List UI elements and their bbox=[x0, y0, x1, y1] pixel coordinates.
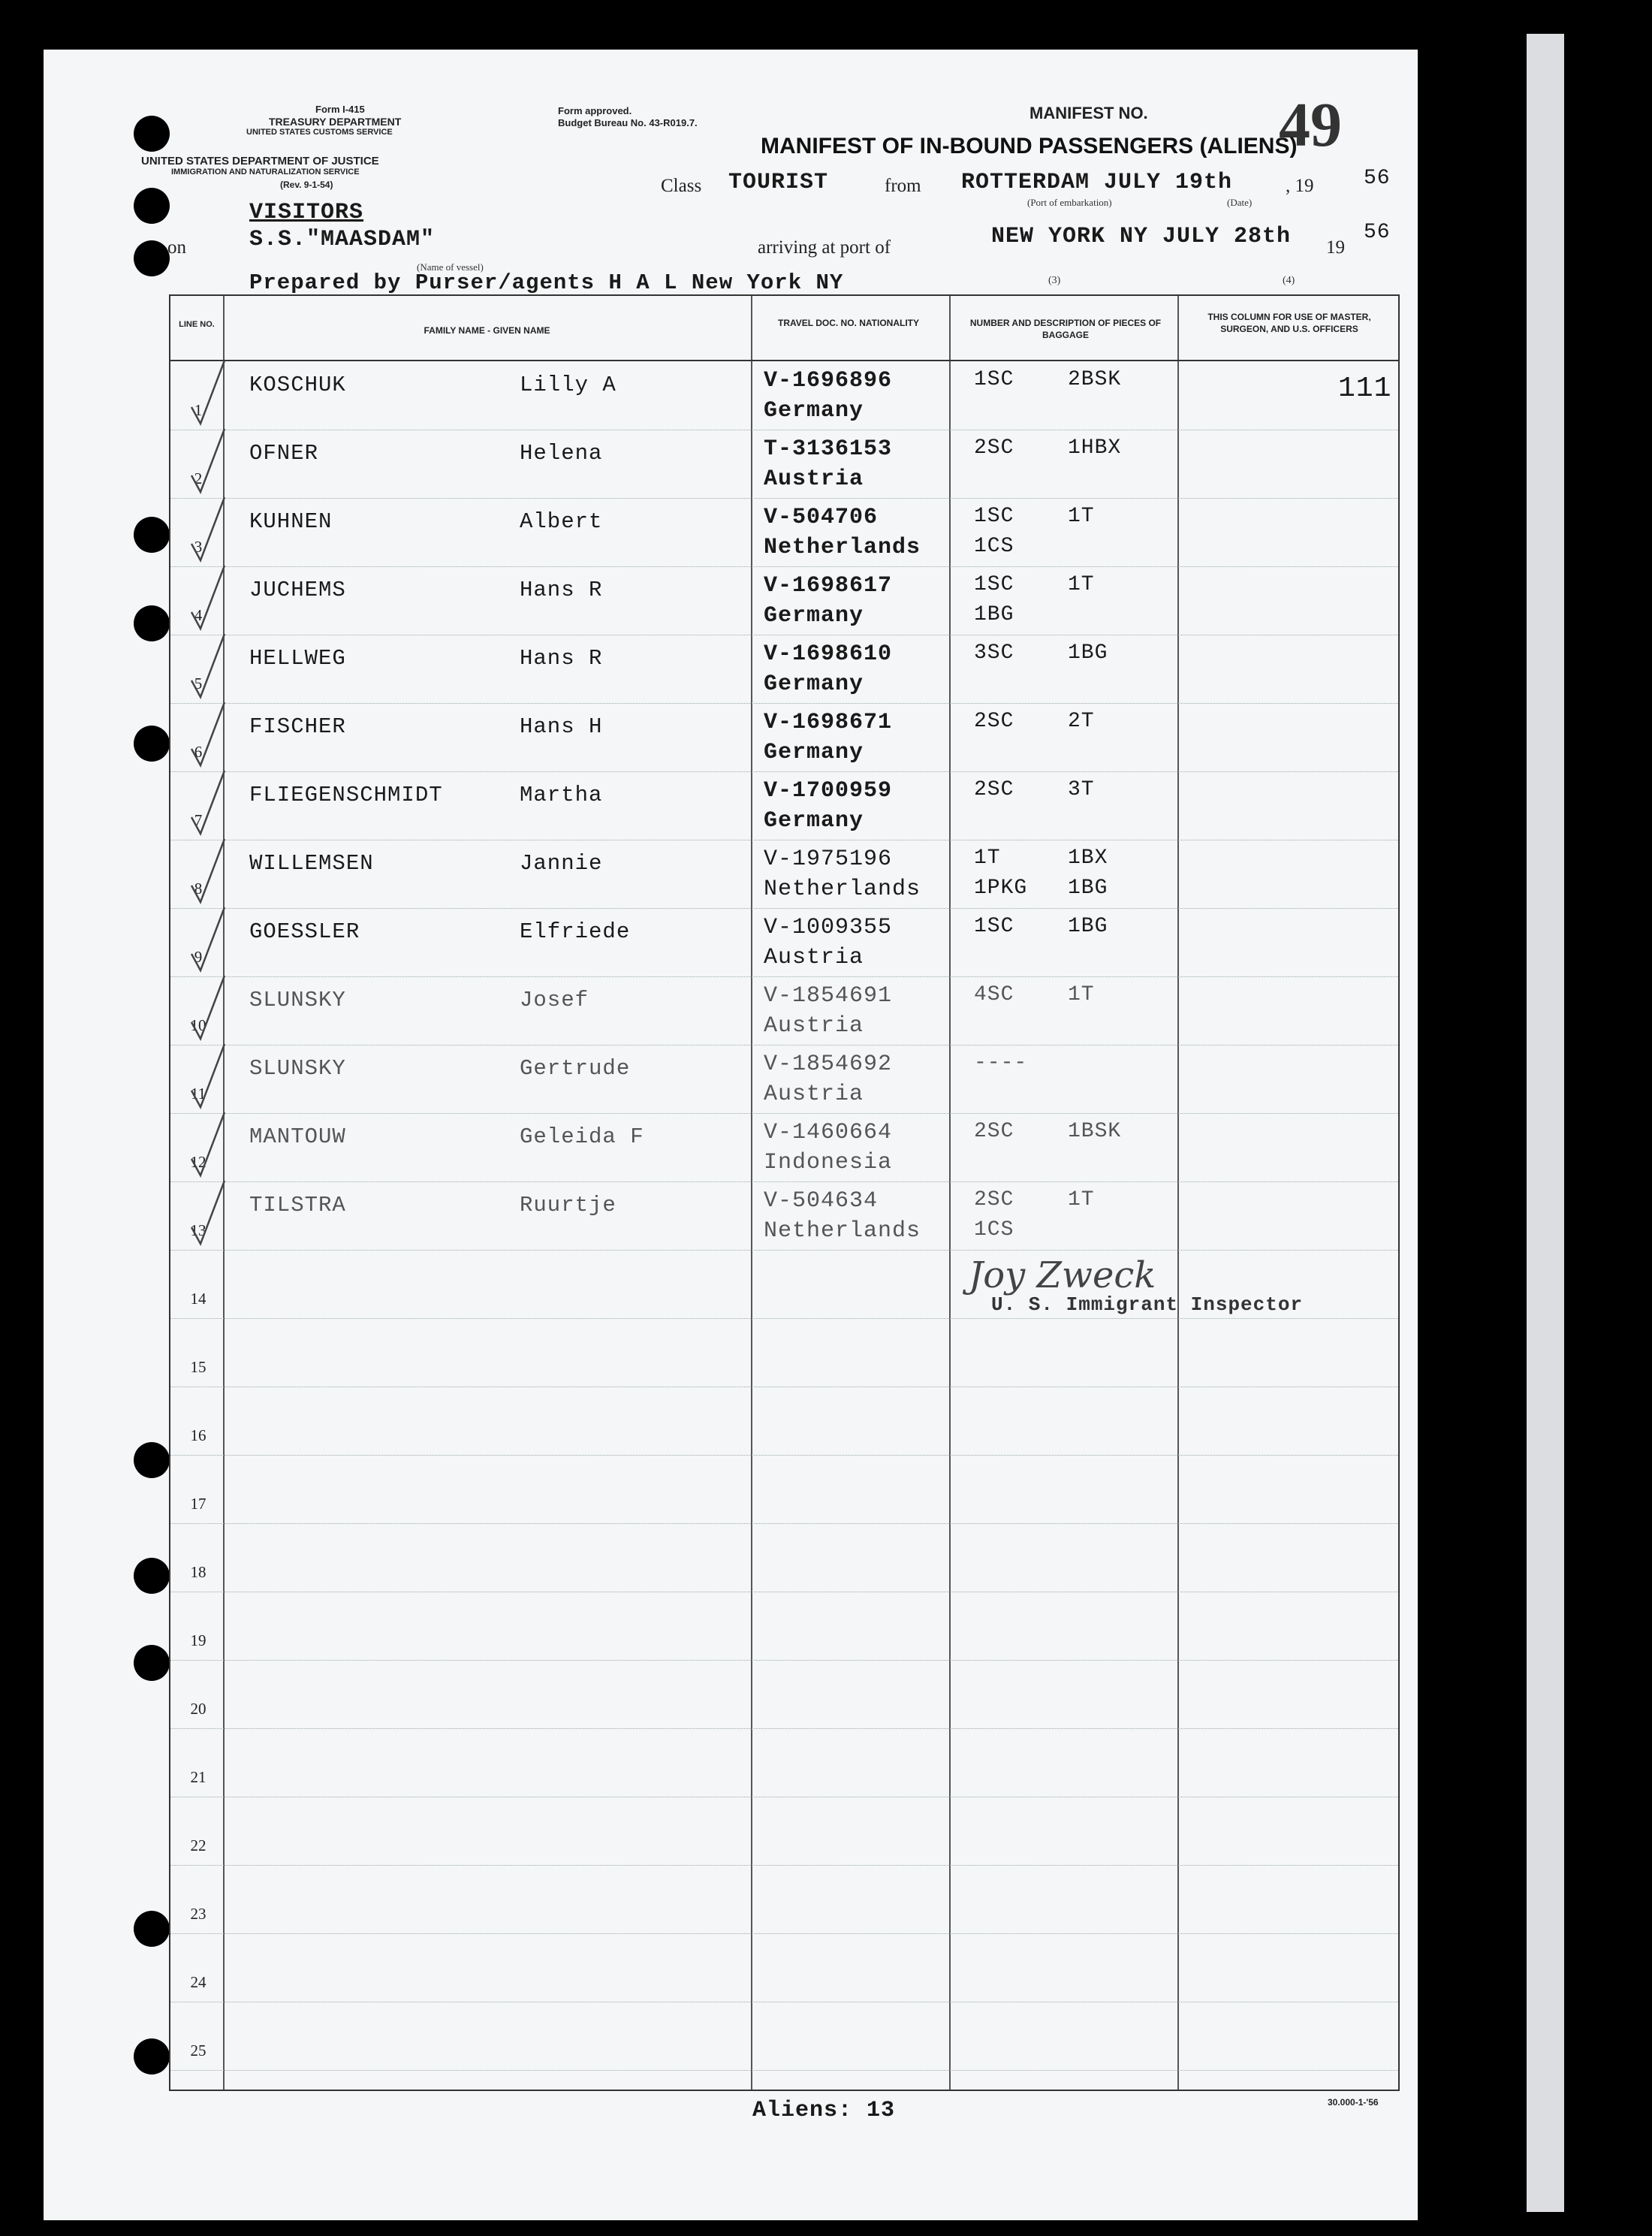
baggage-3: 1CS bbox=[974, 535, 1014, 558]
travel-doc-no: V-1698671 bbox=[764, 710, 893, 735]
baggage-1: 3SC bbox=[974, 641, 1014, 665]
line-number: 14 bbox=[190, 1290, 206, 1308]
inspector-title: U. S. Immigrant Inspector bbox=[991, 1293, 1304, 1316]
binder-hole bbox=[134, 726, 170, 762]
baggage-1: 1SC bbox=[974, 915, 1014, 938]
table-row bbox=[170, 1866, 1398, 1934]
baggage-3: 1BG bbox=[974, 603, 1014, 626]
date-caption: (Date) bbox=[1227, 197, 1253, 208]
baggage-1: 2SC bbox=[974, 1120, 1014, 1143]
baggage-4: 1BG bbox=[1068, 877, 1108, 900]
line-number: 2 bbox=[194, 469, 203, 487]
check-mark-icon bbox=[178, 355, 231, 430]
check-mark-icon bbox=[178, 560, 231, 635]
table-row bbox=[170, 1319, 1398, 1387]
table-row bbox=[170, 1592, 1398, 1661]
binder-hole bbox=[134, 1911, 170, 1947]
port-of-embarkation: ROTTERDAM JULY 19th bbox=[961, 170, 1233, 195]
line-number: 23 bbox=[190, 1905, 206, 1923]
line-number: 21 bbox=[190, 1768, 206, 1786]
line-number: 3 bbox=[194, 538, 203, 556]
line-number: 24 bbox=[190, 1973, 206, 1991]
travel-doc-no: V-1700959 bbox=[764, 778, 893, 804]
table-row bbox=[170, 840, 1398, 909]
travel-doc-no: T-3136153 bbox=[764, 436, 893, 462]
travel-doc-no: V-1854692 bbox=[764, 1052, 893, 1077]
table-row bbox=[170, 1387, 1398, 1456]
print-code: 30.000-1-'56 bbox=[1328, 2097, 1379, 2108]
nationality: Germany bbox=[764, 603, 864, 629]
baggage-2: 1T bbox=[1068, 983, 1095, 1006]
baggage-2: 2T bbox=[1068, 710, 1095, 733]
travel-doc-no: V-504706 bbox=[764, 505, 879, 530]
line-number: 6 bbox=[194, 743, 203, 761]
given-name: Helena bbox=[520, 441, 603, 466]
nationality: Netherlands bbox=[764, 877, 921, 902]
baggage-2: 1T bbox=[1068, 1188, 1095, 1212]
table-row bbox=[170, 772, 1398, 840]
col-header-baggage: NUMBER AND DESCRIPTION OF PIECES OF BAGGAGE bbox=[969, 318, 1162, 340]
nationality: Indonesia bbox=[764, 1150, 893, 1175]
travel-doc-no: V-1975196 bbox=[764, 846, 893, 872]
justice-dept: UNITED STATES DEPARTMENT OF JUSTICE bbox=[141, 155, 379, 167]
baggage-1: 1SC bbox=[974, 368, 1014, 391]
baggage-1: 1SC bbox=[974, 573, 1014, 596]
check-mark-icon bbox=[178, 491, 231, 566]
family-name: SLUNSKY bbox=[249, 988, 346, 1012]
line-number: 7 bbox=[194, 811, 203, 829]
family-name: GOESSLER bbox=[249, 919, 360, 944]
binder-hole bbox=[134, 1442, 170, 1478]
table-row bbox=[170, 977, 1398, 1046]
family-name: FLIEGENSCHMIDT bbox=[249, 783, 443, 807]
line-number: 17 bbox=[190, 1495, 206, 1513]
line-number: 8 bbox=[194, 880, 203, 898]
given-name: Jannie bbox=[520, 851, 603, 876]
vessel-name: S.S."MAASDAM" bbox=[249, 227, 436, 252]
table-row bbox=[170, 1934, 1398, 2002]
binder-hole bbox=[134, 1645, 170, 1681]
table-row bbox=[170, 635, 1398, 704]
table-row bbox=[170, 430, 1398, 499]
year-prefix-2: 19 bbox=[1326, 237, 1345, 258]
check-mark-icon bbox=[178, 1106, 231, 1181]
ins-service: IMMIGRATION AND NATURALIZATION SERVICE bbox=[171, 167, 360, 177]
line-number: 22 bbox=[190, 1836, 206, 1854]
check-mark-icon bbox=[178, 765, 231, 840]
table-row bbox=[170, 2002, 1398, 2071]
check-mark-icon bbox=[178, 1038, 231, 1113]
nationality: Austria bbox=[764, 1013, 864, 1039]
check-mark-icon bbox=[178, 901, 231, 976]
given-name: Elfriede bbox=[520, 919, 631, 944]
given-name: Lilly A bbox=[520, 373, 616, 397]
port-of-arrival: NEW YORK NY JULY 28th bbox=[991, 224, 1292, 249]
given-name: Gertrude bbox=[520, 1056, 631, 1081]
line-number: 15 bbox=[190, 1358, 206, 1376]
manifest-title: MANIFEST OF IN-BOUND PASSENGERS (ALIENS) bbox=[761, 134, 1298, 158]
year-embark: 56 bbox=[1364, 167, 1391, 190]
baggage-1: 2SC bbox=[974, 778, 1014, 801]
binder-hole bbox=[134, 1558, 170, 1594]
family-name: HELLWEG bbox=[249, 646, 346, 671]
baggage-2: 1BG bbox=[1068, 641, 1108, 665]
revision: (Rev. 9-1-54) bbox=[280, 180, 333, 190]
class-value: TOURIST bbox=[728, 170, 829, 195]
baggage-1: 2SC bbox=[974, 710, 1014, 733]
check-mark-icon bbox=[178, 628, 231, 703]
nationality: Netherlands bbox=[764, 535, 921, 560]
budget-bureau: Budget Bureau No. 43-R019.7. bbox=[558, 117, 698, 128]
table-row bbox=[170, 499, 1398, 567]
table-row bbox=[170, 1456, 1398, 1524]
baggage-2: 1BX bbox=[1068, 846, 1108, 870]
travel-doc-no: V-1460664 bbox=[764, 1120, 893, 1145]
baggage-1: 2SC bbox=[974, 436, 1014, 460]
visitors-label: VISITORS bbox=[249, 200, 364, 225]
given-name: Albert bbox=[520, 509, 603, 534]
line-number: 1 bbox=[194, 401, 203, 419]
given-name: Ruurtje bbox=[520, 1193, 616, 1218]
family-name: WILLEMSEN bbox=[249, 851, 374, 876]
given-name: Martha bbox=[520, 783, 603, 807]
binder-hole bbox=[134, 2038, 170, 2075]
nationality: Austria bbox=[764, 1082, 864, 1107]
manifest-no-label: MANIFEST NO. bbox=[1029, 104, 1148, 122]
baggage-3: 1PKG bbox=[974, 877, 1028, 900]
officer-note: 111 bbox=[1338, 373, 1392, 405]
year-prefix: , 19 bbox=[1286, 176, 1314, 196]
travel-doc-no: V-1854691 bbox=[764, 983, 893, 1009]
prepared-by: Prepared by Purser/agents H A L New York NY bbox=[249, 270, 844, 295]
baggage-2: 2BSK bbox=[1068, 368, 1122, 391]
table-row bbox=[170, 1182, 1398, 1251]
nationality: Germany bbox=[764, 671, 864, 697]
table-row bbox=[170, 362, 1398, 430]
class-label: Class bbox=[661, 176, 702, 196]
vessel-caption: (Name of vessel) bbox=[417, 261, 484, 273]
baggage-2: 1HBX bbox=[1068, 436, 1122, 460]
col-header-line-no: LINE NO. bbox=[179, 320, 215, 329]
baggage-1: 4SC bbox=[974, 983, 1014, 1006]
port-embark-caption: (Port of embarkation) bbox=[1027, 197, 1112, 208]
table-row bbox=[170, 1524, 1398, 1592]
travel-doc-no: V-1009355 bbox=[764, 915, 893, 940]
inspector-signature: Joy Zweck bbox=[969, 1254, 1156, 1296]
aliens-total: Aliens: 13 bbox=[752, 2098, 896, 2123]
travel-doc-no: V-1698610 bbox=[764, 641, 893, 667]
table-row bbox=[170, 909, 1398, 977]
baggage-1: 1T bbox=[974, 846, 1001, 870]
family-name: OFNER bbox=[249, 441, 319, 466]
family-name: KUHNEN bbox=[249, 509, 333, 534]
binder-hole bbox=[134, 517, 170, 553]
table-row bbox=[170, 1114, 1398, 1182]
table-row bbox=[170, 1729, 1398, 1797]
line-number: 13 bbox=[190, 1221, 206, 1239]
baggage-1: ---- bbox=[974, 1052, 1028, 1075]
baggage-2: 3T bbox=[1068, 778, 1095, 801]
form-number: Form I-415 bbox=[315, 104, 365, 115]
table-row bbox=[170, 1797, 1398, 1866]
travel-doc-no: V-504634 bbox=[764, 1188, 879, 1214]
arriving-label: arriving at port of bbox=[758, 237, 891, 258]
binder-hole bbox=[134, 188, 170, 224]
col3-mark: (3) bbox=[1048, 275, 1061, 286]
line-number: 9 bbox=[194, 948, 203, 966]
col-header-name: FAMILY NAME - GIVEN NAME bbox=[424, 325, 550, 336]
table-row bbox=[170, 704, 1398, 772]
col4-mark: (4) bbox=[1283, 275, 1295, 286]
nationality: Germany bbox=[764, 398, 864, 424]
nationality: Netherlands bbox=[764, 1218, 921, 1244]
line-number: 18 bbox=[190, 1563, 206, 1581]
table-row bbox=[170, 1046, 1398, 1114]
treasury-dept: TREASURY DEPARTMENT bbox=[269, 116, 402, 128]
check-mark-icon bbox=[178, 1175, 231, 1250]
line-number: 12 bbox=[190, 1153, 206, 1171]
baggage-1: 2SC bbox=[974, 1188, 1014, 1212]
line-number: 5 bbox=[194, 674, 203, 693]
header-rule bbox=[170, 360, 1398, 361]
year-arrival: 56 bbox=[1364, 221, 1391, 244]
given-name: Geleida F bbox=[520, 1124, 644, 1149]
given-name: Hans R bbox=[520, 578, 603, 602]
line-number: 20 bbox=[190, 1700, 206, 1718]
col-header-officers: THIS COLUMN FOR USE OF MASTER, SURGEON, AND U.S. OFFICERS bbox=[1207, 312, 1371, 334]
nationality: Austria bbox=[764, 466, 864, 492]
from-label: from bbox=[885, 176, 921, 196]
line-number: 16 bbox=[190, 1426, 206, 1444]
given-name: Josef bbox=[520, 988, 589, 1012]
baggage-1: 1SC bbox=[974, 505, 1014, 528]
family-name: SLUNSKY bbox=[249, 1056, 346, 1081]
binder-hole bbox=[134, 605, 170, 641]
baggage-2: 1T bbox=[1068, 505, 1095, 528]
manifest-number: 49 bbox=[1279, 90, 1342, 160]
nationality: Germany bbox=[764, 808, 864, 834]
check-mark-icon bbox=[178, 833, 231, 908]
on-label: on bbox=[167, 237, 186, 258]
customs-service: UNITED STATES CUSTOMS SERVICE bbox=[246, 128, 393, 137]
family-name: KOSCHUK bbox=[249, 373, 346, 397]
passenger-table bbox=[169, 294, 1400, 2091]
check-mark-icon bbox=[178, 423, 231, 498]
baggage-3: 1CS bbox=[974, 1218, 1014, 1242]
line-number: 25 bbox=[190, 2041, 206, 2059]
table-row bbox=[170, 567, 1398, 635]
baggage-2: 1BG bbox=[1068, 915, 1108, 938]
baggage-2: 1BSK bbox=[1068, 1120, 1122, 1143]
adjacent-page-edge bbox=[1527, 34, 1564, 2212]
family-name: TILSTRA bbox=[249, 1193, 346, 1218]
table-row bbox=[170, 1661, 1398, 1729]
check-mark-icon bbox=[178, 696, 231, 771]
travel-doc-no: V-1696896 bbox=[764, 368, 893, 394]
check-mark-icon bbox=[178, 970, 231, 1045]
baggage-2: 1T bbox=[1068, 573, 1095, 596]
form-approved: Form approved. bbox=[558, 105, 632, 116]
line-number: 19 bbox=[190, 1631, 206, 1649]
line-number: 11 bbox=[190, 1085, 206, 1103]
line-number: 10 bbox=[190, 1016, 206, 1034]
binder-hole bbox=[134, 240, 170, 276]
given-name: Hans R bbox=[520, 646, 603, 671]
family-name: MANTOUW bbox=[249, 1124, 346, 1149]
given-name: Hans H bbox=[520, 714, 603, 739]
nationality: Germany bbox=[764, 740, 864, 765]
col-header-travel-doc: TRAVEL DOC. NO. NATIONALITY bbox=[778, 318, 919, 328]
binder-hole bbox=[134, 116, 170, 152]
family-name: FISCHER bbox=[249, 714, 346, 739]
travel-doc-no: V-1698617 bbox=[764, 573, 893, 599]
nationality: Austria bbox=[764, 945, 864, 970]
family-name: JUCHEMS bbox=[249, 578, 346, 602]
line-number: 4 bbox=[194, 606, 203, 624]
